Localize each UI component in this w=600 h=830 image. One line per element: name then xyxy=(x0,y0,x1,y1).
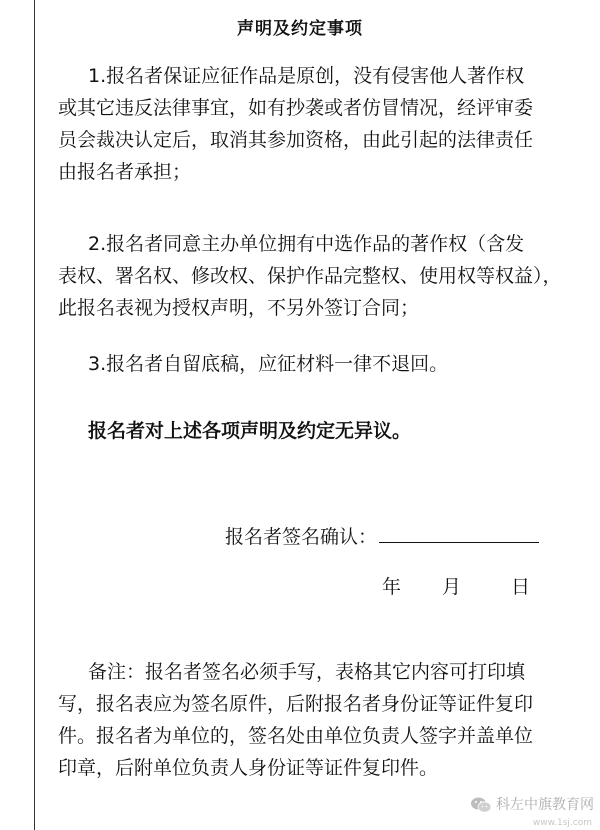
watermark-text: 科左中旗教育网 xyxy=(496,797,594,813)
clause-1 xyxy=(58,60,584,188)
note-paragraph xyxy=(58,656,588,784)
clause-2 xyxy=(58,228,584,324)
clause-2-line: 表权、署名权、修改权、保护作品完整权、使用权等权益）， xyxy=(58,265,562,287)
clause-2-line: 此报名表视为授权声明，不另外签订合同； xyxy=(58,297,420,319)
clause-1-line: 1.报名者保证应征作品是原创，没有侵害他人著作权 xyxy=(88,65,525,87)
clause-1-line: 员会裁决认定后，取消其参加资格，由此引起的法律责任 xyxy=(58,129,534,151)
clause-3-line: 3.报名者自留底稿，应征材料一律不退回。 xyxy=(88,353,449,375)
document-title: 声明及约定事项 xyxy=(237,19,363,39)
date-day-label: 日 xyxy=(511,576,531,598)
signature-label: 报名者签名确认： xyxy=(225,526,378,548)
agreement-statement: 报名者对上述各项声明及约定无异议。 xyxy=(88,420,412,442)
clause-1-line: 或其它违反法律事宜，如有抄袭或者仿冒情况，经评审委 xyxy=(58,97,534,119)
clause-3 xyxy=(88,348,584,380)
watermark-subtext: www.1sj.com xyxy=(532,818,592,828)
date-month-label: 月 xyxy=(442,576,462,598)
watermark xyxy=(470,790,594,828)
note-line: 备注：报名者签名必须手写，表格其它内容可打印填 xyxy=(88,661,526,683)
signature-line xyxy=(379,524,539,543)
note-line: 件。报名者为单位的，签名处由单位负责人签字并盖单位 xyxy=(58,725,534,747)
note-line: 印章，后附单位负责人身份证等证件复印件。 xyxy=(58,757,439,779)
signature-row xyxy=(225,522,539,549)
clause-2-line: 2.报名者同意主办单位拥有中选作品的著作权（含发 xyxy=(88,233,525,255)
wechat-icon xyxy=(470,796,492,814)
note-line: 写，报名表应为签名原件，后附报名者身份证等证件复印 xyxy=(58,693,534,715)
clause-1-line: 由报名者承担； xyxy=(58,161,192,183)
date-year-label: 年 xyxy=(382,576,402,598)
